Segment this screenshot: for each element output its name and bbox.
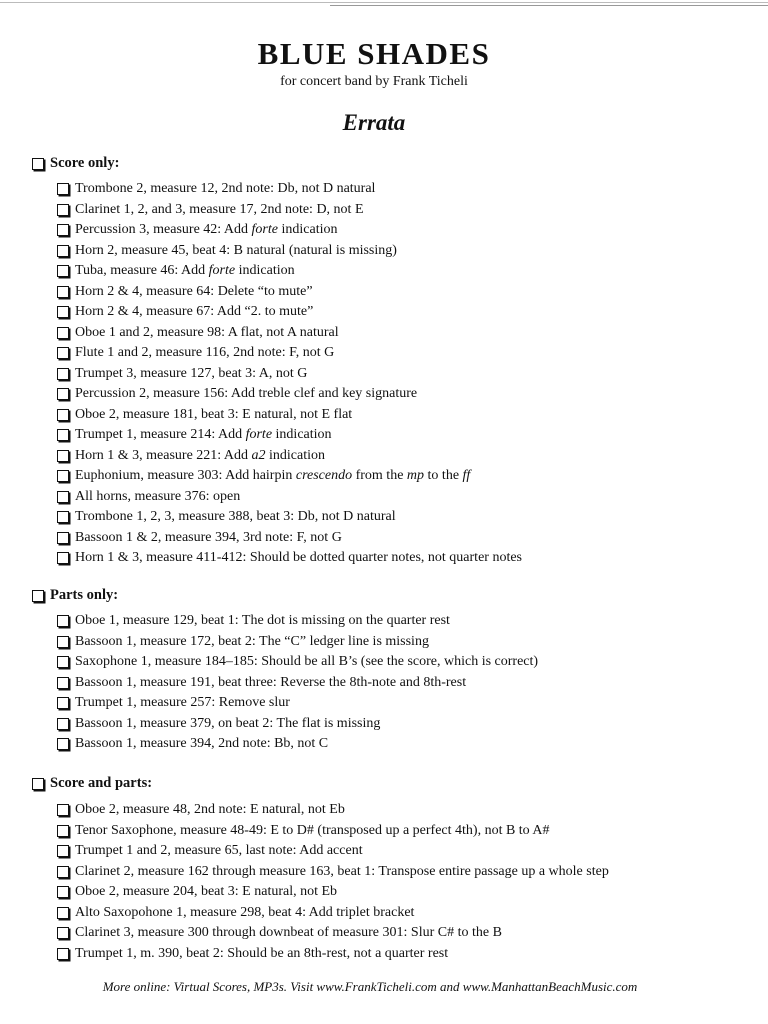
errata-item-text: Tuba, measure 46: Add [75, 263, 209, 278]
errata-item-emphasis: forte [208, 263, 236, 278]
checkbox-icon[interactable] [57, 204, 69, 216]
errata-item [57, 384, 522, 405]
checkbox-icon[interactable] [57, 450, 69, 462]
score-only-list [57, 179, 522, 569]
errata-item [57, 220, 522, 241]
errata-item [57, 944, 609, 965]
checkbox-icon[interactable] [57, 388, 69, 400]
errata-item [57, 841, 609, 862]
errata-item [57, 548, 522, 569]
errata-item [57, 714, 538, 735]
errata-item [57, 882, 609, 903]
checkbox-icon[interactable] [57, 532, 69, 544]
parts-only-list [57, 611, 538, 755]
errata-item-text: indication [277, 222, 338, 237]
errata-item-text: Saxophone 1, measure 184–185: Should be all B’s (see the score, which is correct) [75, 654, 539, 669]
errata-item-text: Horn 2, measure 45, beat 4: B natural (natural is missing) [75, 242, 397, 258]
checkbox-icon[interactable] [57, 804, 69, 816]
errata-item-text: Trumpet 1, m. 390, beat 2: Should be an 8th-rest, not a quarter rest [75, 945, 449, 961]
score-and-parts-list [57, 800, 609, 964]
errata-item [57, 673, 538, 694]
errata-item [57, 487, 522, 508]
errata-item-text: indication [272, 427, 332, 442]
section-heading-score-only [32, 155, 119, 172]
errata-item-text: All horns, measure 376: open [75, 488, 241, 504]
section-heading-parts-only [32, 587, 118, 604]
errata-item-text: Trumpet 3, measure 127, beat 3: A, not G [75, 365, 308, 381]
errata-item [57, 261, 522, 282]
errata-item-text: indication [265, 447, 326, 463]
errata-item [57, 323, 522, 344]
checkbox-icon[interactable] [57, 677, 69, 689]
checkbox-icon[interactable] [57, 738, 69, 750]
checkbox-icon[interactable] [57, 845, 69, 857]
errata-item [57, 302, 522, 323]
checkbox-icon[interactable] [57, 552, 69, 564]
errata-item [57, 446, 522, 467]
checkbox-icon[interactable] [57, 327, 69, 339]
errata-item-text: Trumpet 1, measure 214: Add [75, 427, 246, 442]
checkbox-icon[interactable] [57, 927, 69, 939]
errata-item [57, 903, 609, 924]
checkbox-icon[interactable] [57, 183, 69, 195]
errata-item-text: Oboe 2, measure 204, beat 3: E natural, not Eb [75, 884, 338, 899]
errata-item [57, 800, 609, 821]
errata-item-text: Oboe 1, measure 129, beat 1: The dot is missing on the quarter rest [75, 613, 450, 628]
errata-item-text: Oboe 2, measure 181, beat 3: E natural, not E flat [75, 406, 353, 422]
checkbox-icon[interactable] [57, 470, 69, 482]
checkbox-icon [32, 778, 44, 790]
checkbox-icon[interactable] [57, 615, 69, 627]
errata-item-text: Bassoon 1, measure 191, beat three: Reverse the 8th-note and 8th-rest [75, 674, 467, 690]
errata-item [57, 611, 538, 632]
checkbox-icon[interactable] [57, 245, 69, 257]
errata-item-emphasis: forte [251, 222, 278, 237]
errata-item-text: Oboe 1 and 2, measure 98: A flat, not A natural [75, 324, 339, 340]
checkbox-icon[interactable] [57, 429, 69, 441]
section-heading-score-and-parts [32, 775, 152, 792]
errata-item-emphasis: crescendo [295, 468, 353, 483]
errata-item-text: Bassoon 1, measure 172, beat 2: The “C” ledger line is missing [75, 633, 429, 649]
errata-item [57, 466, 522, 487]
errata-item-emphasis: mp [406, 468, 425, 483]
checkbox-icon [32, 590, 44, 602]
checkbox-icon[interactable] [57, 886, 69, 898]
errata-item-text: Trombone 2, measure 12, 2nd note: Db, not D natural [75, 181, 376, 196]
checkbox-icon[interactable] [57, 948, 69, 960]
errata-item-text: Clarinet 3, measure 300 through downbeat of measure 301: Slur C# to the B [75, 925, 502, 940]
errata-item [57, 282, 522, 303]
checkbox-icon[interactable] [57, 825, 69, 837]
errata-item [57, 734, 538, 755]
errata-item [57, 200, 522, 221]
errata-item-emphasis: forte [245, 427, 273, 442]
errata-item-text: Percussion 3, measure 42: Add [75, 222, 252, 237]
errata-item [57, 528, 522, 549]
checkbox-icon[interactable] [57, 636, 69, 648]
checkbox-icon[interactable] [57, 286, 69, 298]
errata-item [57, 507, 522, 528]
errata-item-text: Trumpet 1, measure 257: Remove slur [75, 695, 290, 710]
errata-item [57, 425, 522, 446]
document-title: BLUE SHADES [257, 36, 491, 71]
errata-item-text: to the [424, 468, 463, 483]
errata-item-text: Horn 1 & 3, measure 411-412: Should be dotted quarter notes, not quarter notes [75, 550, 522, 565]
checkbox-icon[interactable] [57, 656, 69, 668]
errata-item-text: Flute 1 and 2, measure 116, 2nd note: F, not G [75, 345, 335, 360]
errata-item-text: Horn 2 & 4, measure 67: Add “2. to mute” [75, 304, 314, 319]
errata-item [57, 364, 522, 385]
section-label: Score only: [50, 155, 120, 171]
errata-item-text: Horn 1 & 3, measure 221: Add [75, 447, 252, 463]
errata-item-text: indication [235, 263, 295, 278]
errata-item [57, 343, 522, 364]
checkbox-icon[interactable] [57, 907, 69, 919]
section-label: Parts only: [50, 587, 119, 603]
errata-item [57, 632, 538, 653]
errata-item-text: from the [352, 468, 407, 483]
top-rule [0, 2, 768, 3]
top-rule-secondary [330, 5, 768, 6]
errata-item-text: Clarinet 1, 2, and 3, measure 17, 2nd note: D, not E [75, 201, 364, 217]
errata-item [57, 405, 522, 426]
errata-item-text: Horn 2 & 4, measure 64: Delete “to mute” [75, 283, 313, 299]
checkbox-icon[interactable] [57, 718, 69, 730]
checkbox-icon[interactable] [57, 866, 69, 878]
errata-item-text: Alto Saxopohone 1, measure 298, beat 4: Add triplet bracket [75, 904, 415, 920]
errata-item-text: Bassoon 1, measure 379, on beat 2: The flat is missing [75, 715, 381, 731]
errata-item [57, 923, 609, 944]
checkbox-icon[interactable] [57, 697, 69, 709]
checkbox-icon [32, 158, 44, 170]
document-subtitle: for concert band by Frank Ticheli [280, 74, 468, 89]
checkbox-icon[interactable] [57, 306, 69, 318]
checkbox-icon[interactable] [57, 224, 69, 236]
errata-item-emphasis: a2 [251, 447, 266, 463]
errata-item-text: Bassoon 1 & 2, measure 394, 3rd note: F, not G [75, 529, 342, 545]
errata-heading: Errata [342, 110, 406, 135]
section-label: Score and parts: [50, 775, 153, 791]
errata-item-emphasis: ff [462, 468, 471, 483]
errata-item [57, 241, 522, 262]
errata-item-text: Oboe 2, measure 48, 2nd note: E natural, not Eb [75, 802, 345, 817]
errata-item-text: Trombone 1, 2, 3, measure 388, beat 3: Db, not D natural [75, 509, 396, 524]
footer-note: More online: Virtual Scores, MP3s. Visit www.FrankTicheli.com and www.ManhattanBeachMusic.com [102, 979, 638, 994]
checkbox-icon[interactable] [57, 265, 69, 277]
checkbox-icon[interactable] [57, 347, 69, 359]
errata-item-text: Tenor Saxophone, measure 48-49: E to D# (transposed up a perfect 4th), not B to A# [75, 822, 550, 838]
errata-item [57, 862, 609, 883]
checkbox-icon[interactable] [57, 511, 69, 523]
errata-item [57, 693, 538, 714]
checkbox-icon[interactable] [57, 491, 69, 503]
errata-item-text: Bassoon 1, measure 394, 2nd note: Bb, not C [75, 736, 329, 751]
errata-item [57, 652, 538, 673]
errata-item-text: Euphonium, measure 303: Add hairpin [75, 468, 296, 483]
errata-item-text: Percussion 2, measure 156: Add treble clef and key signature [75, 386, 418, 401]
errata-item [57, 179, 522, 200]
checkbox-icon[interactable] [57, 409, 69, 421]
errata-item-text: Trumpet 1 and 2, measure 65, last note: Add accent [75, 843, 363, 858]
checkbox-icon[interactable] [57, 368, 69, 380]
errata-item-text: Clarinet 2, measure 162 through measure 163, beat 1: Transpose entire passage up a whole step [75, 863, 609, 879]
errata-item [57, 821, 609, 842]
